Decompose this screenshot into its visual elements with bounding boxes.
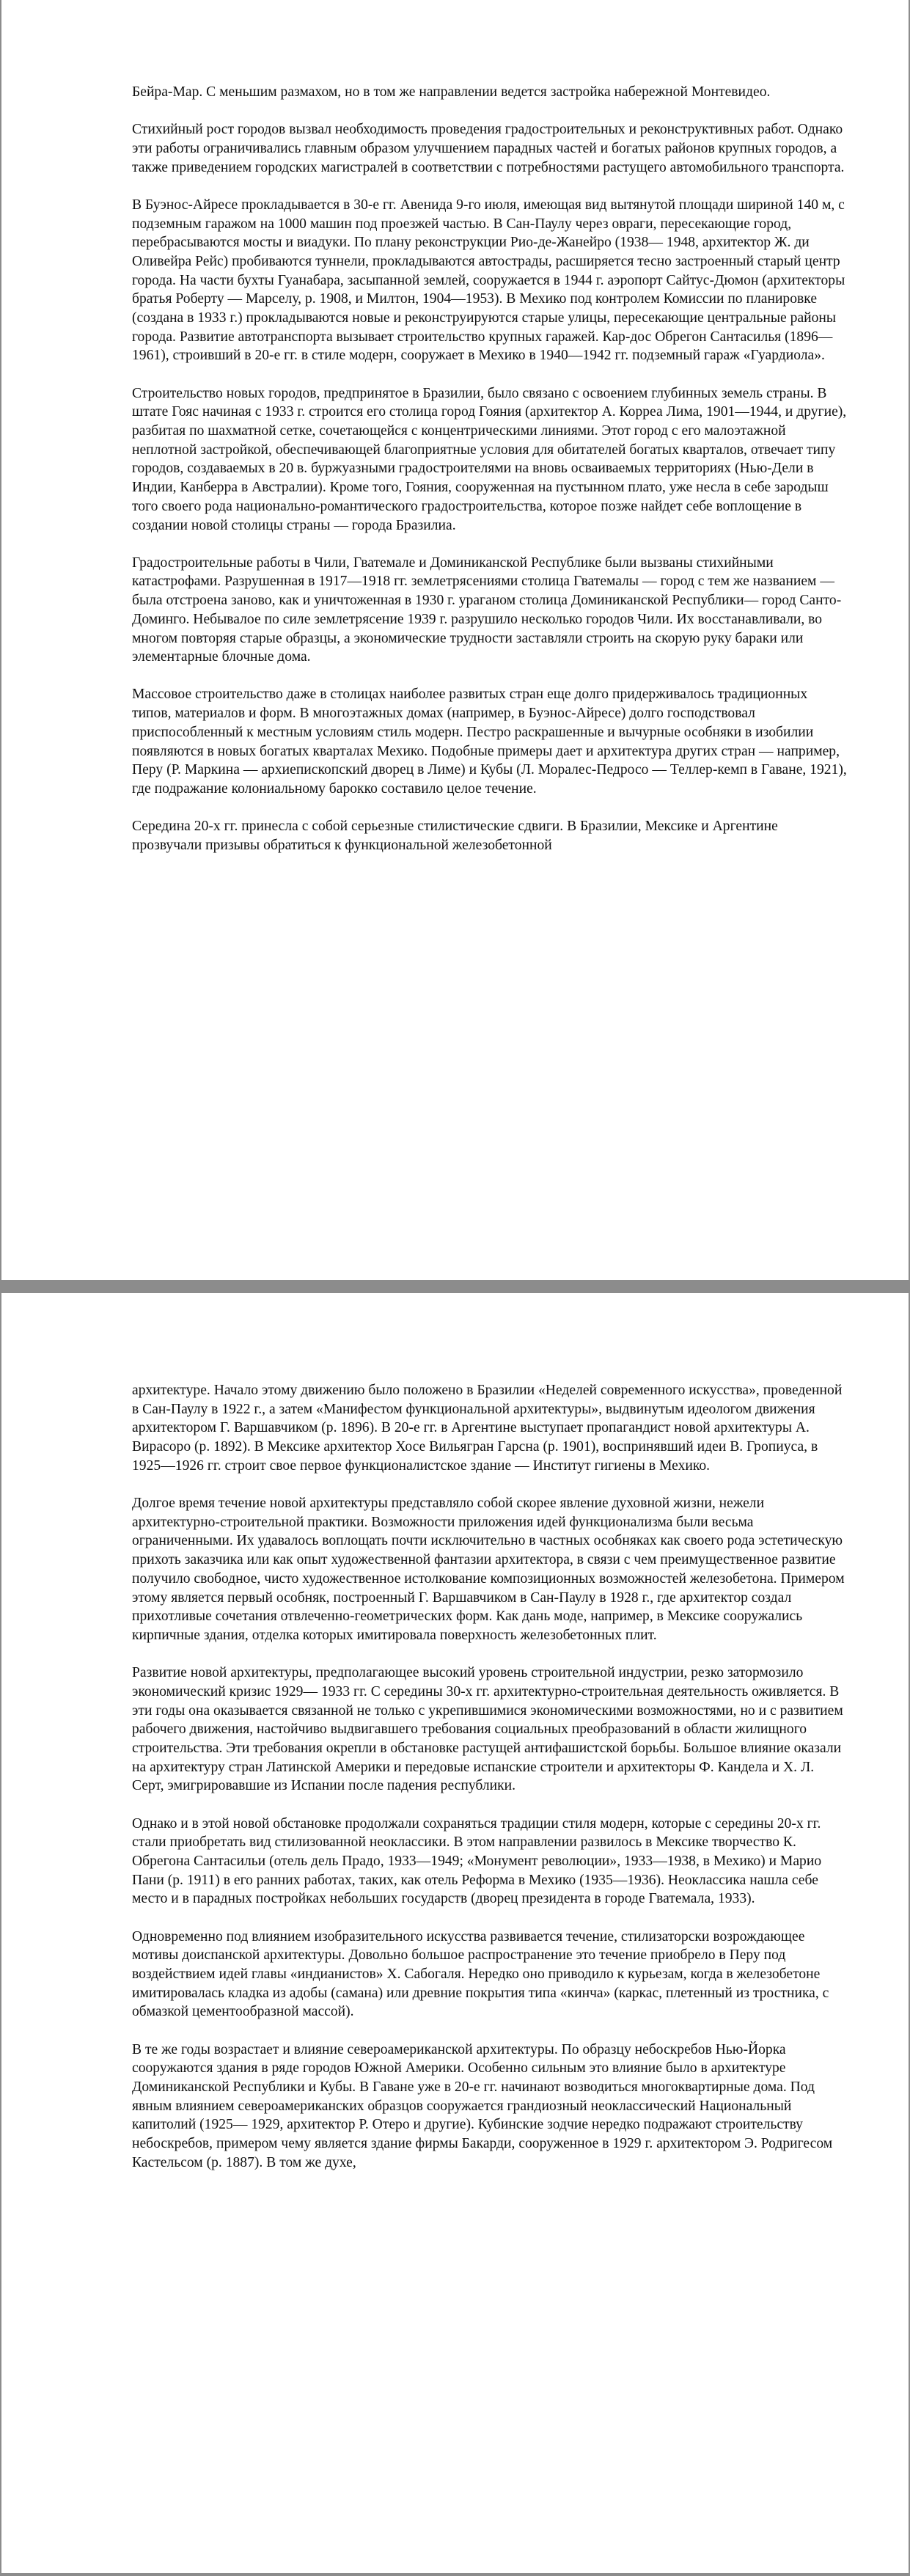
page-2-text	[132, 1381, 849, 2173]
paragraph: Долгое время течение новой архитектуры представляло собой скорее явление духовной жизни, нежели архитектурно-строительной практики. Возможности приложения идей функционализма были весьма ограниченными. Их удавалось воплощать почти исключительно в частных особняках как своего рода эстетическую прихоть заказчика или как опыт художественной фантазии архитектора, в связи с чем преимущественное развитие получило свободное, чисто художественное истолкование композиционных возможностей железобетона. Примером этому является первый особняк, построенный Г. Варшавчиком в Сан-Паулу в 1928 г., где архитектор создал прихотливые сочетания отвлеченно-геометрических форм. Как дань моде, например, в Мексике сооружались кирпичные здания, отделка которых имитировала поверхность железобетонных плит.	[132, 1496, 845, 1643]
document-page-2	[1, 1293, 909, 2573]
paragraph: архитектуре. Начало этому движению было положено в Бразилии «Неделей современного искусства», проведенной в Сан-Паулу в 1922 г., а затем «Манифестом функциональной архитектуры», выдвинутым идеологом движения архитектором Г. Варшавчиком (р. 1896). В 20-е гг. в Аргентине выступает пропагандист новой архитектуры А. Вирасоро (р. 1892). В Мексике архитектор Хосе Вильягран Гарсна (р. 1901), воспринявший идеи В. Гропиуса, в 1925—1926 гг. строит свое первое функционалистское здание — Институт гигиены в Мехико.	[132, 1383, 843, 1474]
paragraph: В Буэнос-Айресе прокладывается в 30-е гг. Авенида 9-го июля, имеющая вид вытянутой площади шириной 140 м, с подземным гаражом на 1000 машин под проезжей частью. В Сан-Паулу через овраги, пересекающие город, перебрасываются мосты и виадуки. По плану реконструкции Рио-де-Жанейро (1938— 1948, архитектор Ж. ди Оливейра Рейс) пробиваются туннели, прокладываются автострады, расширяется тесно застроенный старый центр города. На части бухты Гуанабара, засыпанной землей, сооружается в 1944 г. аэропорт Сайтус-Дюмон (архитекторы братья Роберту — Марселу, р. 1908, и Милтон, 1904—1953). В Мехико под контролем Комиссии по планировке (создана в 1933 г.) прокладываются новые и реконструируются старые улицы, пересекающие центральные районы города. Развитие автотранспорта вызывает строительство крупных гаражей. Кар-дос Обрегон Сантасилья (1896—1961), строивший в 20-е гг. в стиле модерн, сооружает в Мехико в 1940—1942 гг. подземный гараж «Гуардиола».	[132, 197, 845, 364]
document-page-1	[1, 0, 909, 1280]
paragraph: Бейра-Мар. С меньшим размахом, но в том же направлении ведется застройка набережной Монтевидео.	[132, 84, 771, 100]
paragraph: Строительство новых городов, предпринятое в Бразилии, было связано с освоением глубинных земель страны. В штате Гояс начиная с 1933 г. строится его столица город Гояния (архитектор А. Корреа Лима, 1901—1944, и другие), разбитая по шахматной сетке, сочетающейся с концентрическими линиями. Этот город с его малоэтажной неплотной застройкой, обеспечивающей благоприятные условия для обитателей богатых кварталов, отвечает типу городов, создаваемых в 20 в. буржуазными градостроителями на вновь осваиваемых территориях (Нью-Дели в Индии, Канберра в Австралии). Кроме того, Гояния, сооруженная на пустынном плато, уже несла в себе зародыш того своего рода национально-романтического градостроительства, которое позже найдет себе воплощение в создании новой столицы страны — города Бразилиа.	[132, 385, 847, 533]
paragraph: Развитие новой архитектуры, предполагающее высокий уровень строительной индустрии, резко затормозило экономический кризис 1929— 1933 гг. С середины 30-х гг. архитектурно-строительная деятельность оживляется. В эти годы она оказывается связанной не только с укрепившимися экономическими возможностями, но и с развитием рабочего движения, настойчиво выдвигавшего требования социальных преобразований в области жилищного строительства. Эти требования окрепли в обстановке растущей антифашистской борьбы. Большое влияние оказали на архитектуру стран Латинской Америки и передовые испанские строители и архитекторы Ф. Кандела и Х. Л. Серт, эмигрировавшие из Испании после падения республики.	[132, 1665, 843, 1794]
paragraph: Однако и в этой новой обстановке продолжали сохраняться традиции стиля модерн, которые с середины 20-х гг. стали приобретать вид стилизованной неоклассики. В этом направлении развилось в Мексике творчество К. Обрегона Сантасильи (отель дель Прадо, 1933—1949; «Монумент революции», 1933—1938, в Мехико) и Марио Пани (р. 1911) в его ранних работах, таких, как отель Реформа в Мехико (1935—1936). Неоклассика нашла себе место и в парадных постройках небольших государств (дворец президента в городе Гватемала, 1933).	[132, 1815, 822, 1907]
page-1-text	[132, 83, 849, 855]
paragraph: Градостроительные работы в Чили, Гватемале и Доминиканской Республике были вызваны стихийными катастрофами. Разрушенная в 1917—1918 гг. землетрясениями столица Гватемалы — город с тем же названием — была отстроена заново, как и уничтоженная в 1930 г. ураганом столица Доминиканской Республики— город Санто-Доминго. Небывалое по силе землетрясение 1939 г. разрушило несколько городов Чили. Их восстанавливали, во многом повторяя старые образцы, а экономические трудности заставляли строить на скорую руку бараки или элементарные блочные дома.	[132, 555, 842, 665]
paragraph: Стихийный рост городов вызвал необходимость проведения градостроительных и реконструктивных работ. Однако эти работы ограничивались главным образом улучшением парадных частей и богатых районов крупных городов, а также приведением городских магистралей в соответствии с потребностями растущего автомобильного транспорта.	[132, 122, 845, 175]
paragraph: Массовое строительство даже в столицах наиболее развитых стран еще долго придерживалось традиционных типов, материалов и форм. В многоэтажных домах (например, в Буэнос-Айресе) долго господствовал приспособленный к местным условиям стиль модерн. Пестро раскрашенные и вычурные особняки в изобилии появляются в новых богатых кварталах Мехико. Подобные примеры дает и архитектура других стран — например, Перу (Р. Маркина — архиепископский дворец в Лиме) и Кубы (Л. Моралес-Педросо — Теллер-кемп в Гаване, 1921), где подражание колониальному барокко составило целое течение.	[132, 687, 847, 797]
paragraph: Середина 20-х гг. принесла с собой серьезные стилистические сдвиги. В Бразилии, Мексике и Аргентине прозвучали призывы обратиться к функциональной железобетонной	[132, 819, 778, 853]
paragraph: В те же годы возрастает и влияние североамериканской архитектуры. По образцу небоскребов Нью-Йорка сооружаются здания в ряде городов Южной Америки. Особенно сильным это влияние было в архитектуре Доминиканской Республики и Кубы. В Гаване уже в 20-е гг. начинают возводиться многоквартирные дома. Под явным влиянием североамериканских образцов сооружается грандиозный неоклассический Национальный капитолий (1925— 1929, архитектор Р. Отеро и другие). Кубинские зодчие нередко подражают строительству небоскребов, примером чему является здание фирмы Бакарди, сооруженное в 1929 г. архитектором Э. Родригесом Кастельсом (р. 1887). В том же духе,	[132, 2041, 833, 2170]
paragraph: Одновременно под влиянием изобразительного искусства развивается течение, стилизаторски возрождающее мотивы доиспанской архитектуры. Довольно большое распространение это течение приобрело в Перу под воздействием идей главы «индианистов» Х. Сабогаля. Нередко оно приводило к курьезам, когда в железобетоне имитировалась кладка из адобы (самана) или древние покрытия типа «кинча» (каркас, плетенный из тростника, с обмазкой цементообразной массой).	[132, 1928, 829, 2020]
